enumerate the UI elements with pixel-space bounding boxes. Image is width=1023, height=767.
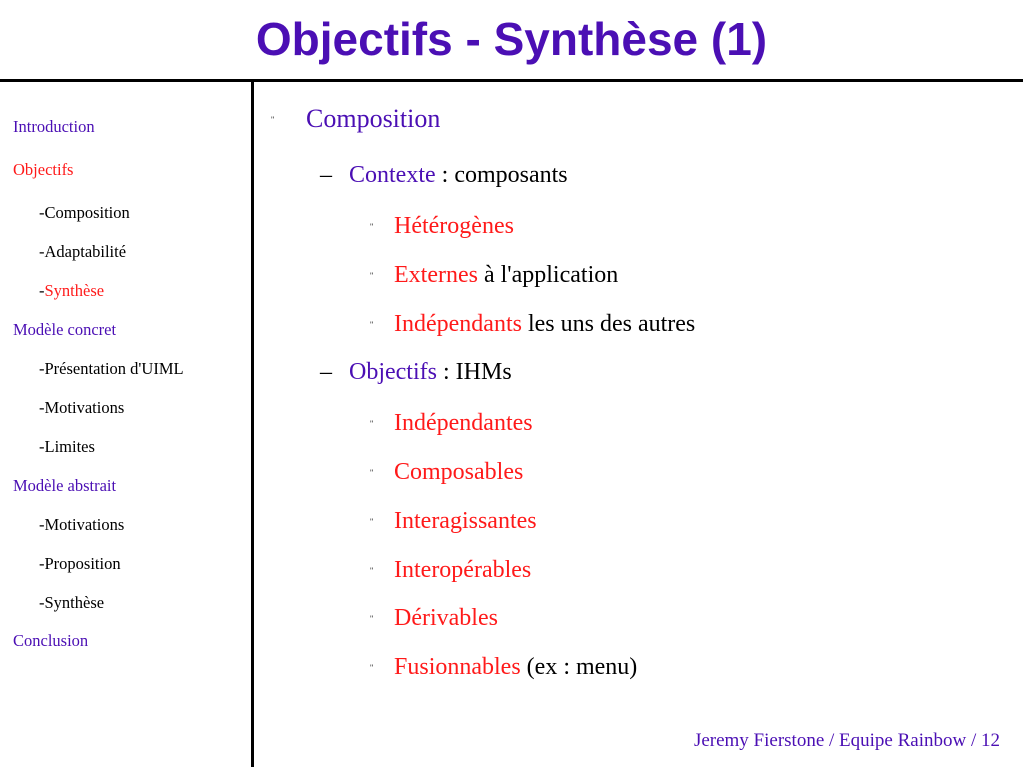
nav-item-prefix: -: [39, 281, 45, 300]
bullet-icon: ": [370, 663, 374, 673]
bullet-icon: ": [271, 115, 275, 125]
nav-item-motivations[interactable]: -Motivations: [39, 398, 125, 417]
slide-footer: Jeremy Fierstone / Equipe Rainbow / 12: [693, 730, 1000, 751]
nav-item-introduction[interactable]: Introduction: [13, 117, 95, 136]
list-item-rest: les uns des autres: [521, 311, 696, 337]
list-item: [394, 506, 537, 536]
dash-icon: –: [320, 359, 332, 385]
subheading-contexte: [349, 160, 568, 190]
list-item: [394, 555, 531, 585]
subheading-suffix: : composants: [435, 162, 568, 188]
list-item-term: Hétérogènes: [394, 213, 514, 239]
nav-item-motivations-2[interactable]: -Motivations: [39, 515, 125, 534]
title-divider: [0, 79, 1023, 82]
list-item: [394, 652, 637, 682]
dash-icon: –: [320, 162, 332, 188]
bullet-icon: ": [370, 320, 374, 330]
list-item: [394, 457, 523, 487]
slide-title: Objectifs - Synthèse (1): [255, 13, 768, 65]
nav-item-conclusion[interactable]: Conclusion: [13, 631, 89, 650]
list-item-rest: à l'application: [477, 262, 619, 288]
list-item-term: Externes: [394, 262, 478, 288]
list-item: [394, 260, 618, 290]
nav-item-synthese[interactable]: -Synthèse: [39, 593, 105, 612]
list-item-term: Dérivables: [394, 605, 498, 631]
subheading-objectifs: [349, 357, 512, 387]
list-item-term: Interagissantes: [394, 508, 537, 534]
subheading-suffix: : IHMs: [436, 359, 512, 385]
list-item-term: Composables: [394, 459, 524, 485]
nav-item-composition[interactable]: -Composition: [39, 203, 130, 222]
list-item: [394, 408, 533, 438]
bullet-icon: ": [370, 566, 374, 576]
list-item: [394, 211, 514, 241]
nav-item-current-label: Synthèse: [44, 281, 105, 300]
nav-item-modele-concret[interactable]: Modèle concret: [13, 320, 117, 339]
bullet-icon: ": [370, 419, 374, 429]
list-item-rest: (ex : menu): [520, 654, 638, 680]
bullet-icon: ": [370, 271, 374, 281]
nav-item-proposition[interactable]: -Proposition: [39, 554, 121, 573]
sidebar-divider: [251, 82, 254, 767]
list-item: [394, 309, 695, 339]
nav-item-presentation-uiml[interactable]: -Présentation d'UIML: [39, 359, 184, 378]
bullet-icon: ": [370, 517, 374, 527]
bullet-icon: ": [370, 468, 374, 478]
list-item-term: Indépendants: [394, 311, 522, 337]
nav-item-objectifs[interactable]: Objectifs: [13, 160, 74, 179]
nav-item-limites[interactable]: -Limites: [39, 437, 95, 456]
list-item-term: Fusionnables: [394, 654, 521, 680]
list-item-term: Interopérables: [394, 557, 532, 583]
bullet-icon: ": [370, 614, 374, 624]
heading-composition: Composition: [306, 104, 441, 133]
nav-item-synthese-current[interactable]: [39, 281, 104, 301]
nav-item-modele-abstrait[interactable]: Modèle abstrait: [13, 476, 117, 495]
bullet-icon: ": [370, 222, 374, 232]
list-item: [394, 603, 498, 633]
subheading-label: Contexte: [349, 162, 436, 188]
nav-item-adaptabilite[interactable]: -Adaptabilité: [39, 242, 127, 261]
list-item-term: Indépendantes: [394, 410, 533, 436]
subheading-label: Objectifs: [349, 359, 437, 385]
